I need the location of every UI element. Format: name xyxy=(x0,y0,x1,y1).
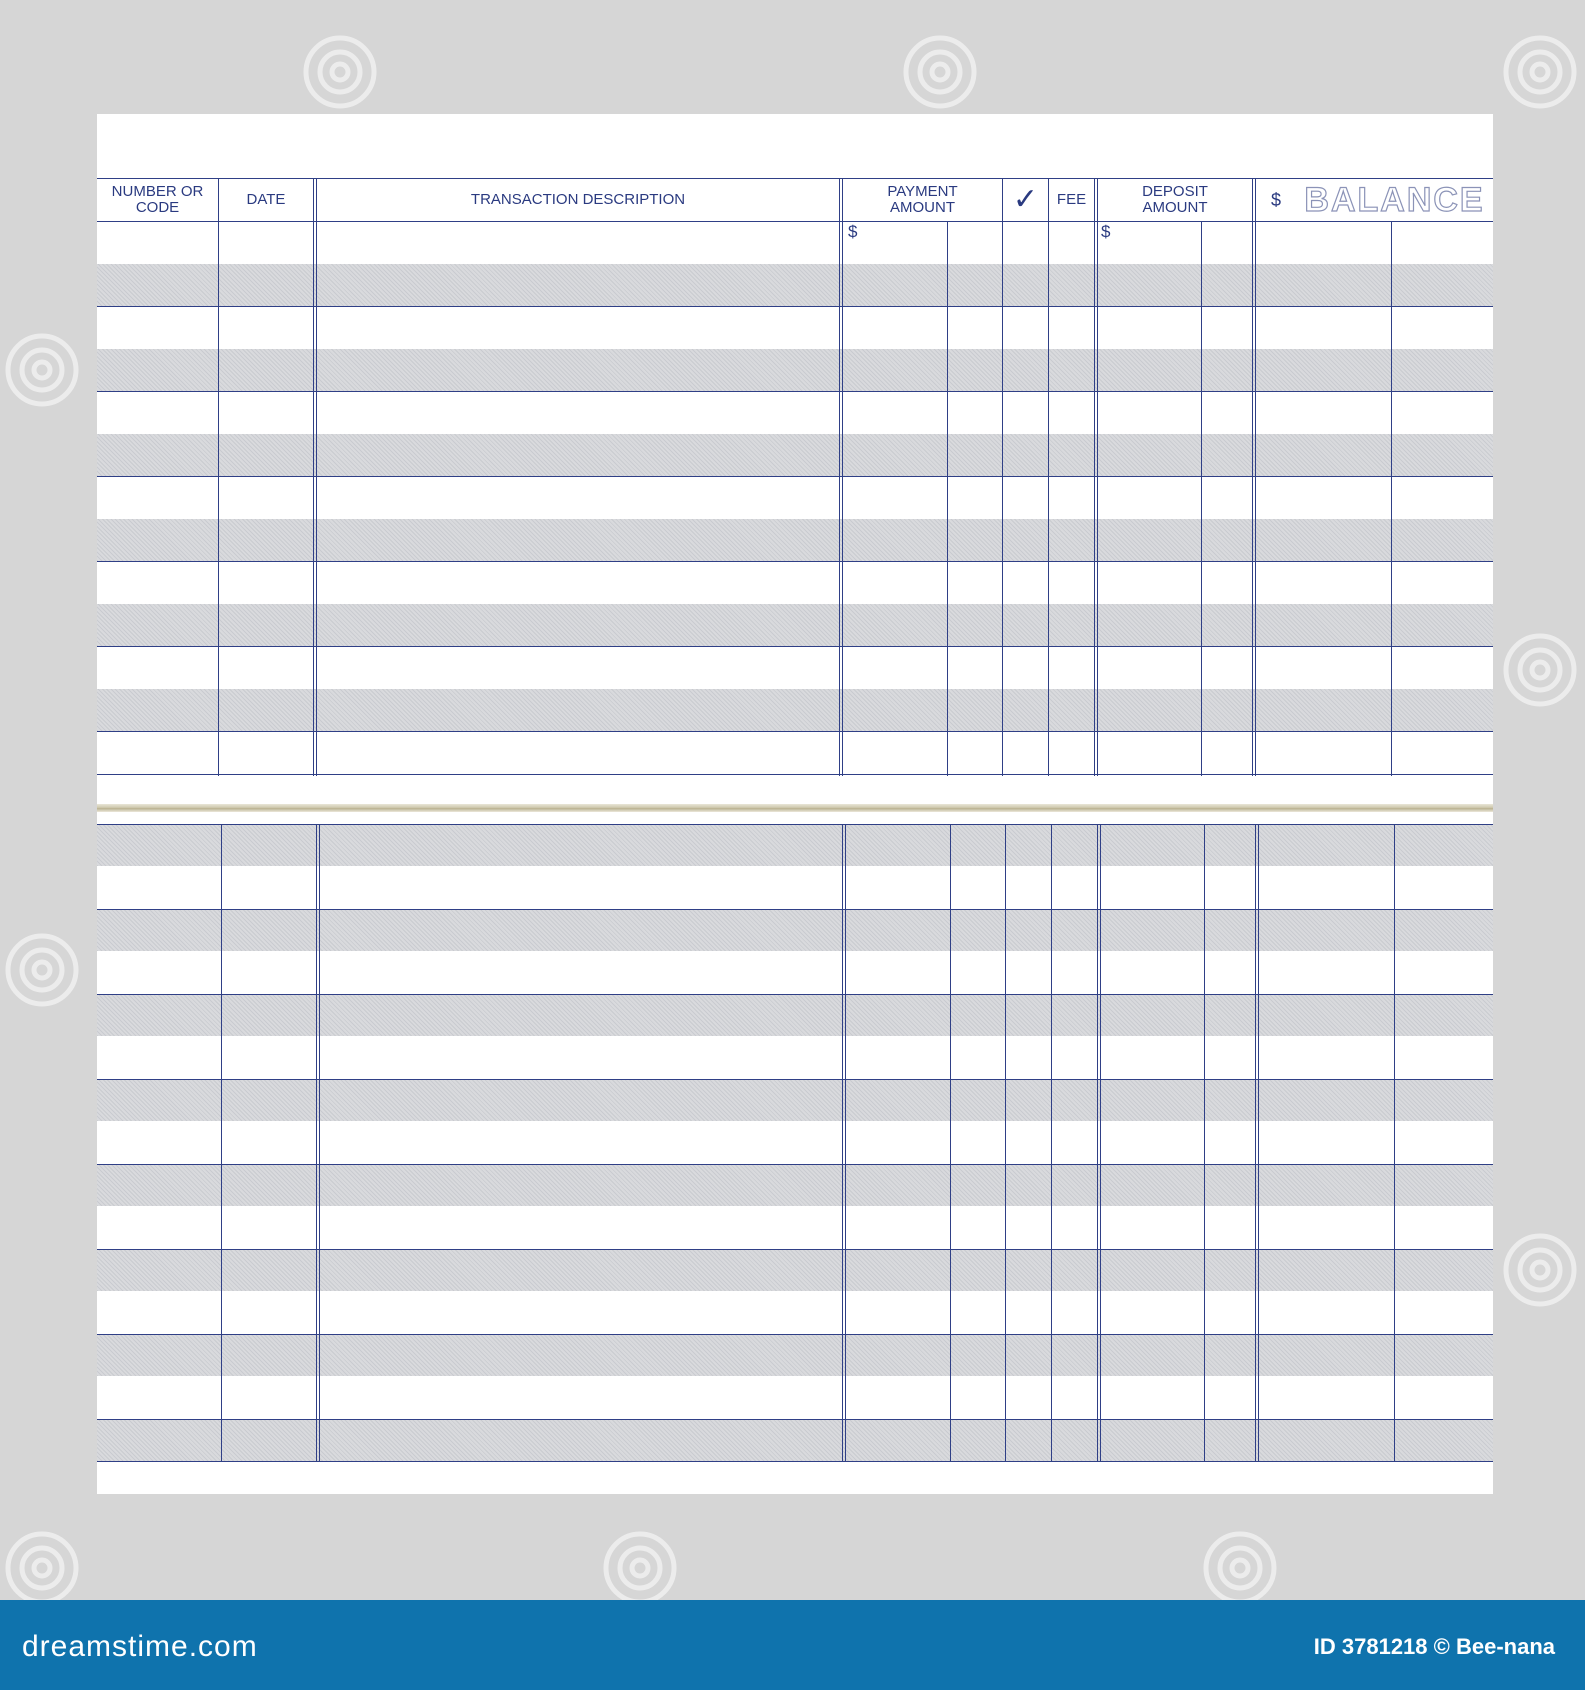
row-rule xyxy=(97,1419,1493,1420)
ledger-top xyxy=(97,178,1493,776)
column-rule xyxy=(1255,824,1256,1462)
shaded-row xyxy=(97,1334,1493,1376)
watermark-swirl-icon xyxy=(306,38,374,106)
watermark-swirl-icon xyxy=(8,1534,76,1600)
shaded-row xyxy=(97,349,1493,391)
column-rule xyxy=(947,221,948,776)
column-rule xyxy=(1255,178,1256,776)
column-rule xyxy=(845,824,846,1462)
row-rule xyxy=(97,646,1493,647)
header-deposit-amount: DEPOSIT AMOUNT xyxy=(1142,183,1208,216)
column-rule xyxy=(1252,178,1253,776)
watermark-swirl-icon xyxy=(606,1534,674,1600)
footer-site-logo: dreamstime.com xyxy=(22,1630,258,1663)
row-rule xyxy=(97,909,1493,910)
row-rule xyxy=(97,774,1493,775)
column-rule xyxy=(1258,824,1259,1462)
column-rule xyxy=(1394,824,1395,1462)
column-rule xyxy=(842,824,843,1462)
column-rule xyxy=(1051,824,1052,1462)
shaded-row xyxy=(97,1164,1493,1206)
row-rule xyxy=(97,994,1493,995)
shaded-row xyxy=(97,1079,1493,1121)
column-rule xyxy=(1048,178,1049,776)
shaded-row xyxy=(97,1249,1493,1291)
row-rule xyxy=(97,1164,1493,1165)
shaded-row xyxy=(97,434,1493,476)
row-rule xyxy=(97,1249,1493,1250)
column-rule xyxy=(221,824,222,1462)
deposit-dollar-sign: $ xyxy=(1101,222,1111,241)
column-rule xyxy=(1094,178,1095,776)
row-rule xyxy=(97,476,1493,477)
ledger-bottom xyxy=(97,824,1493,1462)
balance-label: BALANCE xyxy=(1304,181,1485,219)
column-rule xyxy=(1201,221,1202,776)
check-mark-icon: ✓ xyxy=(1012,183,1039,216)
row-rule xyxy=(97,824,1493,825)
row-rule xyxy=(97,1461,1493,1462)
column-rule xyxy=(839,178,840,776)
watermark-swirl-icon xyxy=(8,336,76,404)
column-rule xyxy=(1097,178,1098,776)
header-payment-amount: PAYMENT AMOUNT xyxy=(887,183,958,216)
header-number-or-code: NUMBER OR CODE xyxy=(111,183,204,216)
payment-dollar-sign: $ xyxy=(848,222,858,241)
shaded-row xyxy=(97,1419,1493,1461)
column-rule xyxy=(313,178,314,776)
watermark-swirl-icon xyxy=(8,936,76,1004)
shaded-row xyxy=(97,994,1493,1036)
row-rule xyxy=(97,306,1493,307)
stock-footer-bar xyxy=(0,1600,1585,1690)
watermark-swirl-icon xyxy=(1506,1236,1574,1304)
footer-image-id: ID 3781218 © Bee-nana xyxy=(1313,1634,1555,1659)
watermark-swirl-icon xyxy=(1506,38,1574,106)
row-rule xyxy=(97,1334,1493,1335)
page-fold xyxy=(97,804,1493,812)
shaded-row xyxy=(97,264,1493,306)
header-date: DATE xyxy=(246,191,286,208)
header-balance xyxy=(1296,178,1493,222)
column-rule xyxy=(1002,178,1003,776)
column-rule xyxy=(1097,824,1098,1462)
header-fee: FEE xyxy=(1056,191,1087,208)
column-rule xyxy=(1204,824,1205,1462)
check-register-page xyxy=(97,114,1493,1494)
row-rule xyxy=(97,731,1493,732)
column-rule xyxy=(218,178,219,776)
column-rule xyxy=(842,178,843,776)
shaded-row xyxy=(97,689,1493,731)
column-rule xyxy=(950,824,951,1462)
row-rule xyxy=(97,391,1493,392)
shaded-row xyxy=(97,519,1493,561)
header-balance-dollar: $ xyxy=(1270,190,1281,210)
watermark-swirl-icon xyxy=(1506,636,1574,704)
watermark-swirl-icon xyxy=(1206,1534,1274,1600)
column-rule xyxy=(316,824,317,1462)
header-transaction-description: TRANSACTION DESCRIPTION xyxy=(470,191,686,208)
shaded-row xyxy=(97,909,1493,951)
column-rule xyxy=(1391,221,1392,776)
shaded-row xyxy=(97,824,1493,866)
shaded-row xyxy=(97,604,1493,646)
column-rule xyxy=(316,178,317,776)
watermark-swirl-icon xyxy=(906,38,974,106)
column-rule xyxy=(319,824,320,1462)
row-rule xyxy=(97,1079,1493,1080)
row-rule xyxy=(97,561,1493,562)
column-rule xyxy=(1100,824,1101,1462)
column-rule xyxy=(1005,824,1006,1462)
